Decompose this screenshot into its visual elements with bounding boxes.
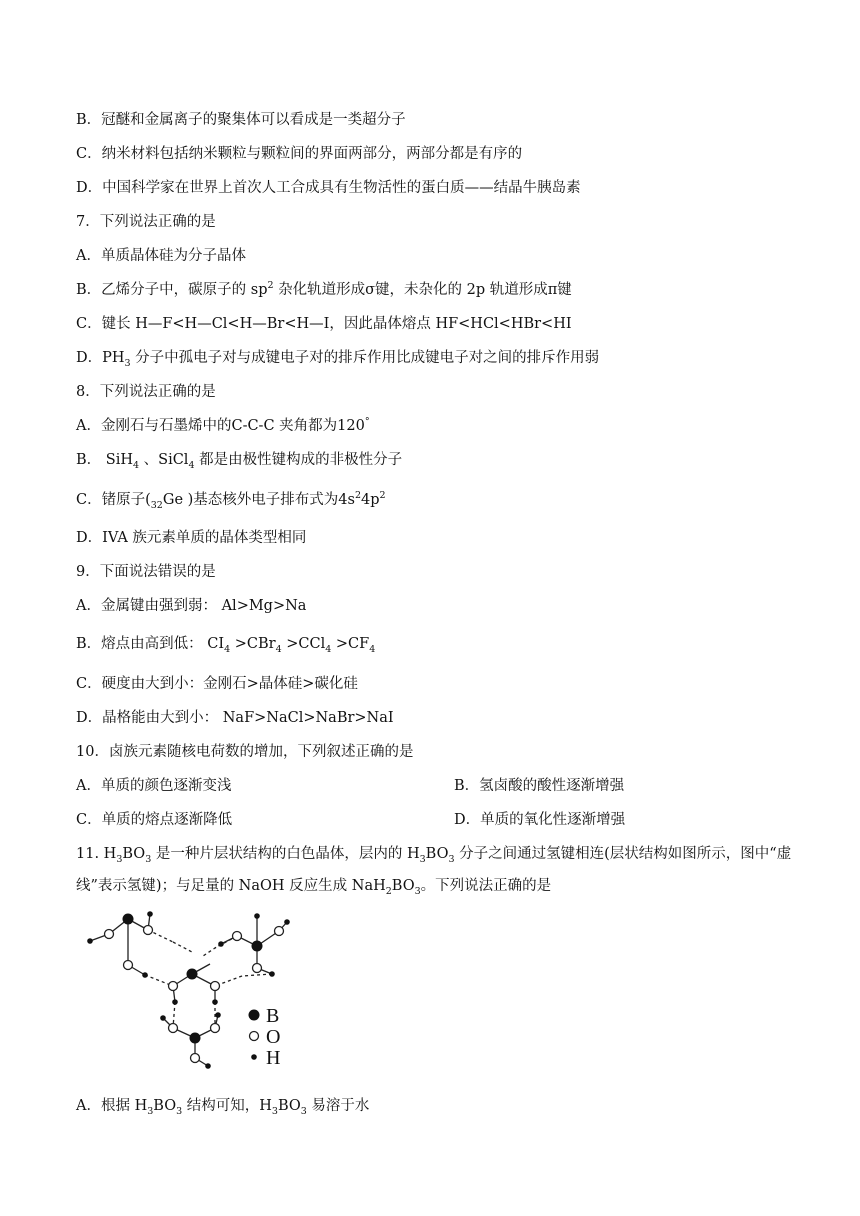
q9-option-d: D．晶格能由大到小： NaF>NaCl>NaBr>NaI	[76, 710, 394, 726]
q8-option-d: D．IVA 族元素单质的晶体类型相同	[76, 530, 307, 546]
q7-option-b: B．乙烯分子中，碳原子的 $sp^2$ 杂化轨道形成σ键，未杂化的 2p 轨道形成π键	[76, 280, 572, 298]
diagram-legend	[249, 1005, 281, 1069]
q8-option-a: A．金刚石与石墨烯中的C-C-C 夹角都为120°	[76, 416, 370, 434]
q9-option-b: B．熔点由高到低： $CI_4 >CBr_4 >CCl_4 >CF_4$	[76, 636, 376, 655]
q6-option-d: D．中国科学家在世界上首次人工合成具有生物活性的蛋白质——结晶牛胰岛素	[76, 180, 581, 196]
q6-option-c: C．纳米材料包括纳米颗粒与颗粒间的界面两部分，两部分都是有序的	[76, 146, 523, 162]
q8-option-b: B． SiH$_4$ 、SiCl$_4$ 都是由极性键构成的非极性分子	[76, 452, 403, 471]
q10-option-b: B．氢卤酸的酸性逐渐增强	[454, 778, 625, 794]
q7-option-c: C．键长 H—F<H—Cl<H—Br<H—I，因此晶体熔点 HF<HCl<HBr<HI	[76, 316, 572, 332]
q11-stem-line2: 线”表示氢键)；与足量的 NaOH 反应生成 $NaH_2BO_3$。下列说法正确的是	[76, 878, 552, 897]
q7-option-d: D．$PH_3$ 分子中孤电子对与成键电子对的排斥作用比成键电子对之间的排斥作用弱	[76, 350, 600, 369]
q10-stem: 10．卤族元素随核电荷数的增加，下列叙述正确的是	[76, 744, 414, 760]
q8-stem: 8．下列说法正确的是	[76, 384, 216, 400]
q7-option-a: A．单质晶体硅为分子晶体	[76, 248, 246, 264]
q10-row-ab	[76, 776, 625, 796]
q10-option-c: C．单质的熔点逐渐降低	[76, 812, 233, 828]
q7-stem: 7．下列说法正确的是	[76, 214, 216, 230]
q6-option-b: B．冠醚和金属离子的聚集体可以看成是一类超分子	[76, 112, 406, 128]
q9-option-a: A．金属键由强到弱： Al>Mg>Na	[76, 598, 307, 614]
boric-acid-structure-diagram	[82, 904, 302, 1076]
q8-option-c: C．锗原子($_{32}Ge$ )基态核外电子排布式为$4s^24p^2$	[76, 490, 386, 511]
q11-option-a: A．根据 $H_3BO_3$ 结构可知，$H_3BO_3$ 易溶于水	[76, 1098, 370, 1117]
q10-option-d: D．单质的氧化性逐渐增强	[454, 812, 626, 828]
q9-stem: 9．下面说法错误的是	[76, 564, 216, 580]
legend-label-h: H	[266, 1047, 281, 1069]
legend-label-b: B	[266, 1005, 280, 1027]
q10-option-a: A．单质的颜色逐渐变浅	[76, 778, 232, 794]
q10-row-cd	[76, 810, 626, 830]
q9-option-c: C．硬度由大到小：金刚石>晶体硅>碳化硅	[76, 676, 358, 692]
legend-label-o: O	[266, 1026, 281, 1048]
q11-stem-line1: 11. $H_3BO_3$ 是一种片层状结构的白色晶体，层内的 $H_3BO_3$ 分子之间通过氢键相连(层状结构如图所示，图中“虚	[76, 846, 792, 865]
